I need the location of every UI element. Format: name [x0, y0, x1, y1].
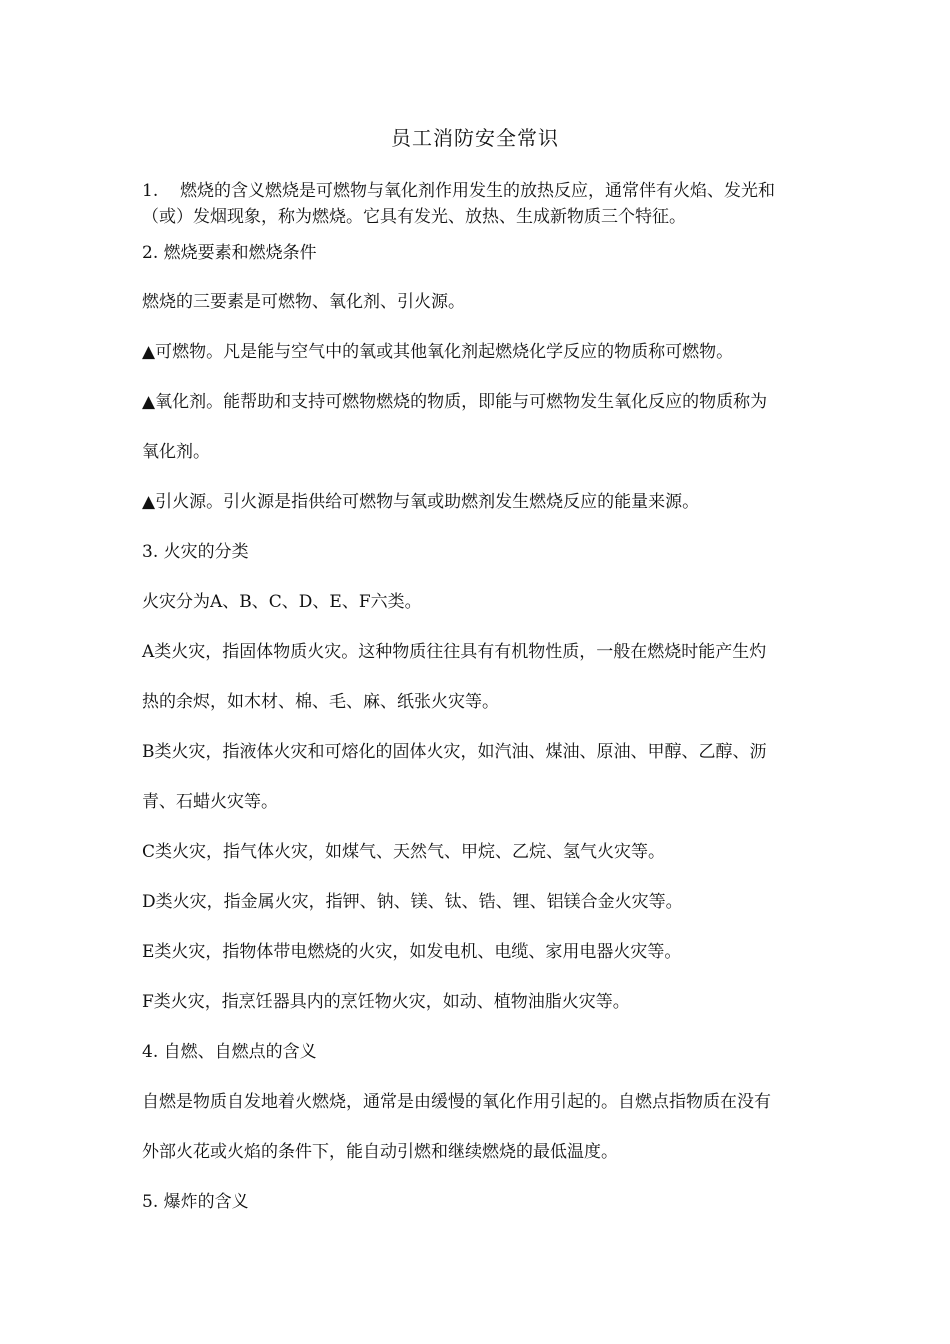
list-number: 1.	[142, 181, 159, 201]
page-title: 员工消防安全常识	[391, 126, 559, 150]
list-item-fuel: ▲可燃物。凡是能与空气中的氧或其他氧化剂起燃烧化学反应的物质称可燃物。	[142, 342, 734, 362]
list-item-ignition: ▲引火源。引火源是指供给可燃物与氧或助燃剂发生燃烧反应的能量来源。	[142, 492, 700, 512]
paragraph-text: 燃烧的含义燃烧是可燃物与氧化剂作用发生的放热反应，通常伴有火焰、发光和	[180, 181, 775, 201]
paragraph-text: 青、石蜡火灾等。	[142, 792, 278, 812]
paragraph-text: 燃烧的三要素是可燃物、氧化剂、引火源。	[142, 292, 465, 312]
paragraph-text: 外部火花或火焰的条件下，能自动引燃和继续燃烧的最低温度。	[142, 1142, 618, 1162]
paragraph-text: （或）发烟现象，称为燃烧。它具有发光、放热、生成新物质三个特征。	[142, 207, 686, 227]
fire-class-e: E类火灾，指物体带电燃烧的火灾，如发电机、电缆、家用电器火灾等。	[142, 942, 682, 962]
section-heading: 2. 燃烧要素和燃烧条件	[142, 243, 317, 263]
section-heading: 5. 爆炸的含义	[142, 1192, 249, 1212]
paragraph-text: 火灾分为A、B、C、D、E、F六类。	[142, 592, 422, 612]
paragraph-text: 热的余烬，如木材、棉、毛、麻、纸张火灾等。	[142, 692, 499, 712]
paragraph-text: 自燃是物质自发地着火燃烧，通常是由缓慢的氧化作用引起的。自燃点指物质在没有	[142, 1092, 771, 1112]
fire-class-b: B类火灾，指液体火灾和可熔化的固体火灾，如汽油、煤油、原油、甲醇、乙醇、沥	[142, 742, 767, 762]
fire-class-d: D类火灾，指金属火灾，指钾、钠、镁、钛、锆、锂、铝镁合金火灾等。	[142, 892, 683, 912]
fire-class-c: C类火灾，指气体火灾，如煤气、天然气、甲烷、乙烷、氢气火灾等。	[142, 842, 666, 862]
paragraph-text: 氧化剂。	[142, 442, 210, 462]
list-item-oxidizer: ▲氧化剂。能帮助和支持可燃物燃烧的物质，即能与可燃物发生氧化反应的物质称为	[142, 392, 768, 412]
paragraph-line	[142, 178, 822, 204]
fire-class-a: A类火灾，指固体物质火灾。这种物质往往具有有机物性质，一般在燃烧时能产生灼	[142, 642, 767, 662]
section-heading: 3. 火灾的分类	[142, 542, 249, 562]
paragraph-combustion-definition	[142, 178, 822, 230]
fire-class-f: F类火灾，指烹饪器具内的烹饪物火灾，如动、植物油脂火灾等。	[142, 992, 630, 1012]
section-heading: 4. 自燃、自燃点的含义	[142, 1042, 317, 1062]
